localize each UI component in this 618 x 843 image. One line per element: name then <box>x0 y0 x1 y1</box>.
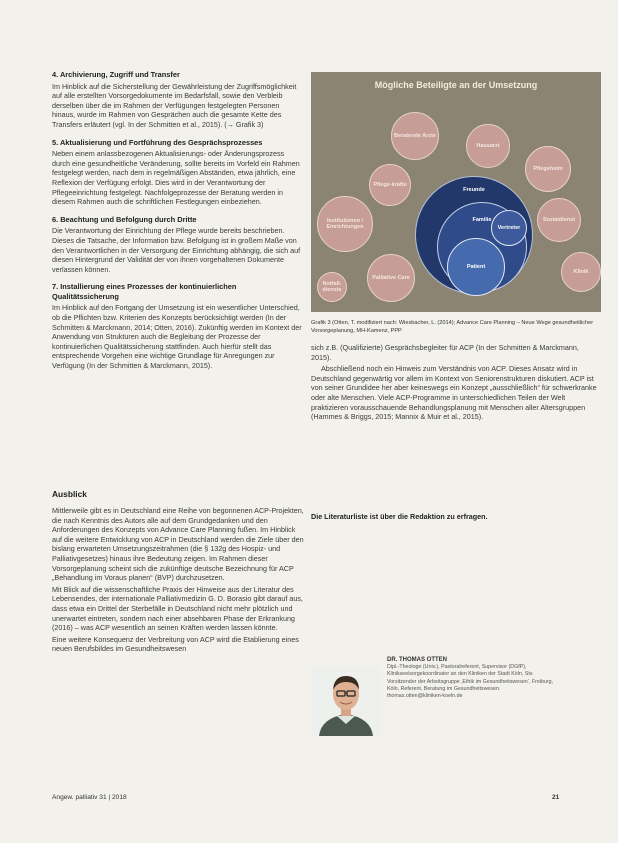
circle-vertreter: Vertreter <box>491 210 527 246</box>
bubble-pflegeheim: Pflegeheim <box>525 146 571 192</box>
outlook-paragraph: Mit Blick auf die wissenschaftliche Praxis der Hinweise aus der Literatur des Lebensendes, der internationale Palliativmedizin G. D. Borasio gibt darauf aus, dass etwa ein Drittel der Sterbefälle in Deutschland nicht mehr plötzlich und unerwartet eintreten, sondern nach einer absehbaren Phase der Erkrankung (2016) – was ACP wesentlich an seinen Kräften werden lassen könnte. <box>52 584 303 633</box>
section-7 <box>52 282 304 370</box>
section-6 <box>52 215 304 275</box>
section-7-text: Im Hinblick auf den Fortgang der Umsetzung ist ein wesentlicher Unterschied, ob die Pflichten bzw. Kriterien des Konzepts berücksichtigt werden (In der Schmitten & Marckmann, 2014; Otten, 2016). Zukünftig werden im Kontext der Anwendung von Strukturen auch die Begleitung der Prozesse der kontinuierlichen Qualitätssicherung stattfinden. Auch hierfür stellt das entsprechende Vorgehen eine wichtige Grundlage für Anregungen zur Verfügung (In der Schmitten & Marckmann, 2015). <box>52 303 302 371</box>
bubble-klinik: Klinik <box>561 252 601 292</box>
section-6-text: Die Verantwortung der Einrichtung der Pflege wurde bereits beschrieben. Dieses die Tatsache, der Information bzw. Befolgung ist in großem Maße von den Verantwortlichen in der Versorgung der Einrichtung abhängig, die sich auf diesen Hintergrund der Validität der von ihnen vorgehaltenen Dokumente verlassen können. <box>52 226 301 274</box>
bubble-beratende-arzte: Beratende Arzte <box>391 112 439 160</box>
circle-patient: Patient <box>447 238 505 296</box>
section-7-heading: 7. Installierung eines Prozesses der kontinuierlichen Qualitätssicherung <box>52 282 237 301</box>
author-name: DR. THOMAS OTTEN <box>387 657 447 663</box>
outlook-paragraph: Mittlerweile gibt es in Deutschland eine Reihe von begonnenen ACP-Projekten, die nach Kenntnis des Autors alle auf dem Grundgedanken und den Anforderungen des Konzepts von Advance Care Planning fußen. Im Hinblick auf die weitere Entwicklung von ACP in Deutschland werden die Ziele über den bislang erwarteten Umsetzungszeitrahmen (die § 132g des Hospiz- und Palliativgesetzes) hinaus ihre Bedeutung zeigen. Im Rahmen dieser Vorsorgeplanung scheint sich die zukünftige deutsche Bezeichnung für ACP „Behandlung im Voraus planen“ (BVP) durchzusetzen. <box>52 506 304 583</box>
author-line: Köln, Referent, Beratung im Gesundheitswesen. <box>387 685 501 692</box>
section-4-heading: 4. Archivierung, Zugriff und Transfer <box>52 70 180 79</box>
section-4 <box>52 70 304 130</box>
bubble-sozialdienst: Sozialdienst <box>537 198 581 242</box>
journal-footer: Angew. palliativ 31 | 2018 <box>52 794 127 801</box>
bubble-pflegekraefte: Pflege-kräfte <box>369 164 411 206</box>
author-photo <box>311 666 381 736</box>
author-line: Vorsitzender der Arbeitsgruppe ‚Ethik im Gesundheitswesen‘, Freiburg, <box>387 678 554 685</box>
literature-note: Die Literaturliste ist über die Redaktion zu erfragen. <box>311 512 488 521</box>
left-column <box>52 70 304 373</box>
outlook-heading: Ausblick <box>52 489 87 499</box>
section-4-text: Im Hinblick auf die Sicherstellung der Gewährleistung der Zugriffsmöglichkeit auf alle erstellten Vorsorgedokumente im Bedarfsfall, sowie den Verbleib derselben über die im Rahmen der Verfügungen festgelegten Personen hinaus, wurde im Rahmen von Gesprächen auch die gesamte Kette des Transfers erläutert (vgl. In der Schmitten et al., 2015). (→ Grafik 3) <box>52 81 297 129</box>
author-bio <box>387 657 599 700</box>
outlook-paragraph: Eine weitere Konsequenz der Verbreitung von ACP wird die Etablierung eines neuen Berufsbildes im Gesundheitswesen <box>52 634 299 654</box>
section-5-heading: 5. Aktualisierung und Fortführung des Gesprächsprozesses <box>52 137 263 147</box>
bubble-hausarzt: Hausarzt <box>466 124 510 168</box>
section-5-text: Neben einem anlassbezogenen Aktualisierungs- oder Änderungsprozess durch eine gesundheitliche Veränderung, sollte bereits im Vorfeld ein Rahmen festgelegt werden, nach dem in regelmäßigen Abständen, etwa jährlich, eine Reflexion der Verfügung erfolgt. Dies wird in der Verantwortung der Pflegeeinrichtung festgelegt. Nachfolgeprozesse der Beratung werden in diesem Rahmen auch die schriftlichen Festlegungen einbeziehen. <box>52 149 300 207</box>
outlook-body <box>52 506 304 656</box>
bubble-institutionen: Institutionen / Einrichtungen <box>317 196 373 252</box>
right-paragraph: sich z.B. (Qualifizierte) Gesprächsbegleiter für ACP (In der Schmitten & Marckmann, 2015). <box>311 343 579 362</box>
right-paragraph: Abschließend noch ein Hinweis zum Verständnis von ACP. Dieses Ansatz wird in Deutschland gegenwärtig vor allem im Kontext von Seniorenstrukturen diskutiert. ACP ist von seiner Grundidee her aber keineswegs ein Konzept „ausschließlich“ für schwerkranke oder alte Menschen. Viele ACP-Programme in unterschiedlichen Teilen der Welt praktizieren vorausschauende Behandlungsplanung mit Menschen aller Altersgruppen (Hammes & Briggs, 2015; Mannix & Muir et al., 2015). <box>311 364 597 422</box>
stakeholder-diagram <box>311 72 601 312</box>
circle-freunde: Freunde <box>415 176 533 294</box>
right-column <box>311 343 601 424</box>
page-number: 21 <box>552 794 560 801</box>
diagram-title: Mögliche Beteiligte an der Umsetzung <box>374 80 538 90</box>
bubble-notfalldienste: Notfall-dienste <box>317 272 347 302</box>
section-6-heading: 6. Beachtung und Befolgung durch Dritte <box>52 214 197 224</box>
author-email: thomas.otten@kliniken-koeln.de <box>387 693 463 700</box>
figure-caption: Grafik 3 (Otten, T. modifiziert nach: Wiesbacher, L. (2014); Advance Care Planning – Neue Wege gesundheitlicher Vorsorgeplanung, MH-Kamenz, PPP <box>311 320 594 334</box>
author-line: Dipl.-Theologe (Univ.), Pastoralreferent, Supervisor (DGfP), <box>387 664 527 671</box>
bubble-palliative-care: Palliative Care <box>367 254 415 302</box>
circle-familie: Familie <box>437 202 527 292</box>
section-5 <box>52 138 304 207</box>
author-line: Klinikseelsorgekoordinator an den Kliniken der Stadt Köln, Stv. <box>387 671 534 678</box>
